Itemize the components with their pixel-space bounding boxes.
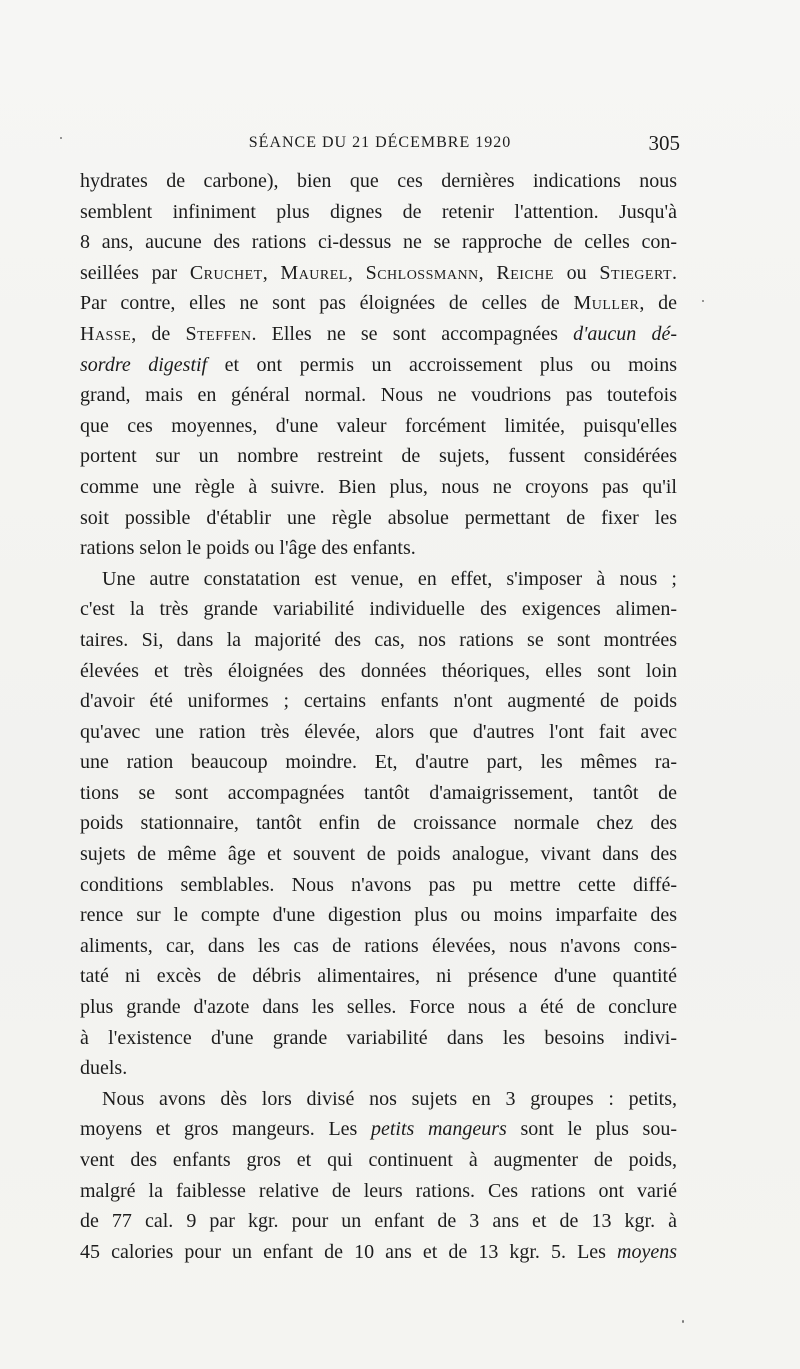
text-segment: aliments, car, dans les cas de rations élevées, nous n'avons cons- xyxy=(80,934,677,957)
text-segment: comme une règle à suivre. Bien plus, nous ne croyons pas qu'il xyxy=(80,475,677,498)
text-segment: hydrates de carbone), bien que ces dernières indications nous xyxy=(80,170,677,192)
text-line xyxy=(80,258,677,289)
text-line xyxy=(80,564,677,595)
text-line xyxy=(80,961,677,992)
scan-speck xyxy=(682,1320,684,1323)
text-segment: plus grande d'azote dans les selles. Force nous a été de conclure xyxy=(80,996,677,1019)
text-segment: une ration beaucoup moindre. Et, d'autre part, les mêmes ra- xyxy=(80,751,677,774)
text-line xyxy=(80,808,677,839)
text-line xyxy=(80,288,677,319)
italic-text: moyens xyxy=(617,1240,677,1263)
text-segment: Nous avons dès lors divisé nos sujets en 3 groupes : petits, xyxy=(102,1087,677,1110)
text-segment: ou xyxy=(553,261,600,284)
text-segment: Une autre constatation est venue, en effet, s'imposer à nous ; xyxy=(102,567,677,590)
text-segment: tions se sont accompagnées tantôt d'amaigrissement, tantôt de xyxy=(80,781,677,804)
text-segment: qu'avec une ration très élevée, alors que d'autres l'ont fait avec xyxy=(80,720,677,743)
author-name: Stiegert xyxy=(599,261,672,284)
text-segment: moyens et gros mangeurs. Les xyxy=(80,1118,371,1141)
text-segment: portent sur un nombre restreint de sujets, fussent considérées xyxy=(80,445,677,468)
text-segment: sujets de même âge et souvent de poids analogue, vivant dans des xyxy=(80,843,677,866)
text-segment: conditions semblables. Nous n'avons pas pu mettre cette diffé- xyxy=(80,873,677,896)
text-segment: à l'existence d'une grande variabilité dans les besoins indivi- xyxy=(80,1026,677,1049)
author-name: Schlossmann xyxy=(365,261,479,284)
text-segment: de 77 cal. 9 par kgr. pour un enfant de 3 ans et de 13 kgr. à xyxy=(80,1210,677,1233)
page-number: 305 xyxy=(648,131,680,155)
text-line xyxy=(80,166,677,197)
text-line xyxy=(80,227,677,258)
text-segment: duels. xyxy=(80,1057,128,1080)
author-name: Steffen xyxy=(185,322,252,345)
text-line xyxy=(80,625,677,656)
body-text xyxy=(80,166,677,1267)
text-line xyxy=(80,992,677,1023)
text-line xyxy=(80,1145,677,1176)
text-line xyxy=(80,747,677,778)
italic-text: sordre digestif xyxy=(80,353,208,376)
text-segment: , xyxy=(478,261,497,284)
text-segment: malgré la faiblesse relative de leurs rations. Ces rations ont varié xyxy=(80,1179,677,1202)
text-line xyxy=(80,1114,677,1145)
text-segment: , xyxy=(347,261,366,284)
text-line xyxy=(80,1176,677,1207)
text-segment: sont le plus sou- xyxy=(506,1118,677,1141)
scan-speck xyxy=(60,137,62,139)
author-name: Cruchet xyxy=(189,261,263,284)
text-line xyxy=(80,1084,677,1115)
text-segment: Par contre, elles ne sont pas éloignées de celles de xyxy=(80,292,574,315)
text-segment: c'est la très grande variabilité individuelle des exigences alimen- xyxy=(80,598,677,621)
text-line xyxy=(80,319,677,350)
text-segment: , de xyxy=(131,322,186,345)
text-line xyxy=(80,656,677,687)
text-line xyxy=(80,594,677,625)
italic-text: d'aucun dé- xyxy=(573,322,677,345)
text-segment: 8 ans, aucune des rations ci-dessus ne se rapproche de celles con- xyxy=(80,231,677,254)
text-segment: poids stationnaire, tantôt enfin de croissance normale chez des xyxy=(80,812,677,835)
text-line xyxy=(80,717,677,748)
text-segment: que ces moyennes, d'une valeur forcément limitée, puisqu'elles xyxy=(80,414,677,437)
text-line xyxy=(80,1206,677,1237)
text-segment: d'avoir été uniformes ; certains enfants n'ont augmenté de poids xyxy=(80,690,677,713)
scan-speck xyxy=(702,300,704,302)
text-segment: taires. Si, dans la majorité des cas, nos rations se sont montrées xyxy=(80,628,677,651)
text-segment: soit possible d'établir une règle absolue permettant de fixer les xyxy=(80,506,677,529)
running-head xyxy=(80,128,680,158)
text-line xyxy=(80,1237,677,1268)
text-segment: rence sur le compte d'une digestion plus ou moins imparfaite des xyxy=(80,904,677,927)
text-segment: semblent infiniment plus dignes de retenir l'attention. Jusqu'à xyxy=(80,200,677,223)
text-segment: 45 calories pour un enfant de 10 ans et de 13 kgr. 5. Les xyxy=(80,1240,618,1263)
text-line xyxy=(80,1053,677,1084)
text-line xyxy=(80,350,677,381)
author-name: Maurel xyxy=(280,261,348,284)
text-line xyxy=(80,197,677,228)
text-line xyxy=(80,1023,677,1054)
author-name: Reiche xyxy=(496,261,554,284)
text-segment: élevées et très éloignées des données théoriques, elles sont loin xyxy=(80,659,677,682)
author-name: Muller xyxy=(573,292,640,315)
text-line xyxy=(80,931,677,962)
text-line xyxy=(80,503,677,534)
text-line xyxy=(80,380,677,411)
italic-text: petits mangeurs xyxy=(370,1118,507,1141)
text-line xyxy=(80,472,677,503)
text-segment: vent des enfants gros et qui continuent à augmenter de poids, xyxy=(80,1149,677,1171)
text-line xyxy=(80,778,677,809)
text-line xyxy=(80,533,677,564)
author-name: Hasse xyxy=(80,322,132,345)
running-title: SÉANCE DU 21 DÉCEMBRE 1920 xyxy=(248,134,512,151)
text-segment: , xyxy=(262,261,281,284)
text-segment: grand, mais en général normal. Nous ne voudrions pas toutefois xyxy=(80,384,677,407)
text-line xyxy=(80,686,677,717)
text-segment: seillées par xyxy=(80,261,190,284)
text-segment: taté ni excès de débris alimentaires, ni présence d'une quantité xyxy=(80,965,677,988)
text-line xyxy=(80,441,677,472)
text-line xyxy=(80,900,677,931)
text-line xyxy=(80,411,677,442)
text-segment: rations selon le poids ou l'âge des enfants. xyxy=(80,537,416,560)
text-segment: . Elles ne se sont accompagnées xyxy=(251,322,574,345)
text-segment: , de xyxy=(639,292,677,315)
text-segment: . xyxy=(672,261,677,284)
text-line xyxy=(80,839,677,870)
text-line xyxy=(80,870,677,901)
text-segment: et ont permis un accroissement plus ou moins xyxy=(207,353,677,376)
